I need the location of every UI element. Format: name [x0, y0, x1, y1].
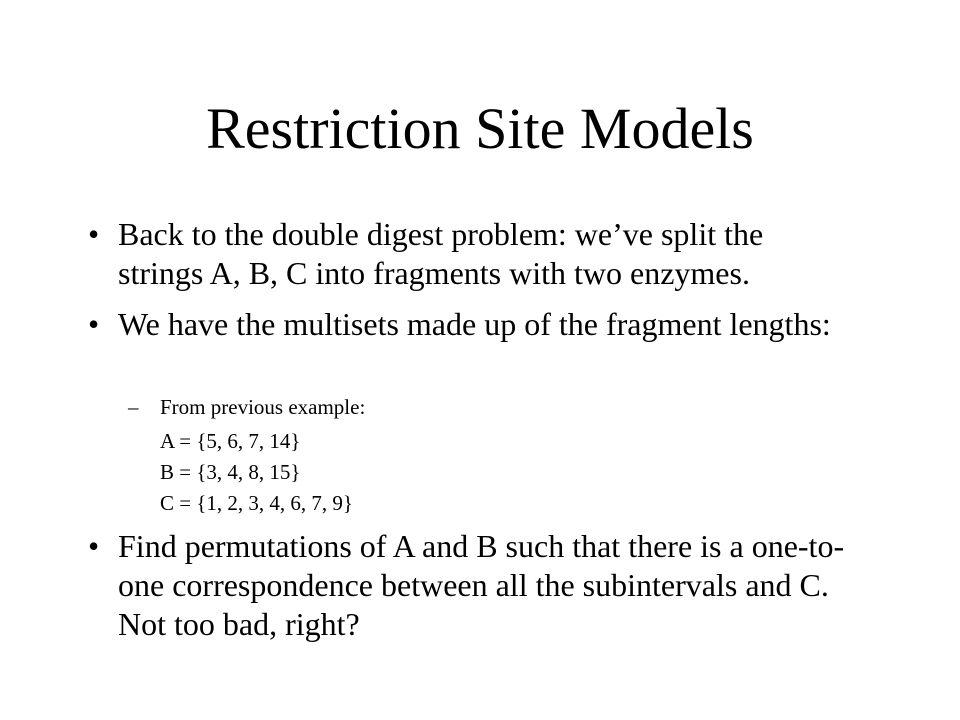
set-b-line: B = {3, 4, 8, 15}: [160, 460, 301, 484]
bullet-dot: •: [88, 528, 100, 564]
bullet-item: [88, 305, 848, 344]
bullet-item: [88, 215, 848, 293]
bullet-dot: •: [88, 306, 100, 342]
slide-title: Restriction Site Models: [206, 96, 754, 161]
bullet-text: We have the multisets made up of the fragment lengths:: [118, 306, 831, 342]
bullet-dot: •: [88, 216, 100, 252]
bullet-text: Back to the double digest problem: we’ve split the strings A, B, C into fragments with two enzymes.: [118, 216, 764, 291]
sub-bullet-text: From previous example:: [160, 395, 366, 419]
set-a-line: A = {5, 6, 7, 14}: [160, 429, 301, 453]
bullet-item: [88, 527, 848, 644]
bullet-text: Find permutations of A and B such that there is a one-to-one correspondence between all the subintervals and C. Not too bad, right?: [118, 528, 845, 642]
set-c-line: C = {1, 2, 3, 4, 6, 7, 9}: [160, 491, 354, 515]
sub-bullet-dash: –: [128, 395, 139, 419]
sub-bullet-heading: [128, 394, 365, 420]
